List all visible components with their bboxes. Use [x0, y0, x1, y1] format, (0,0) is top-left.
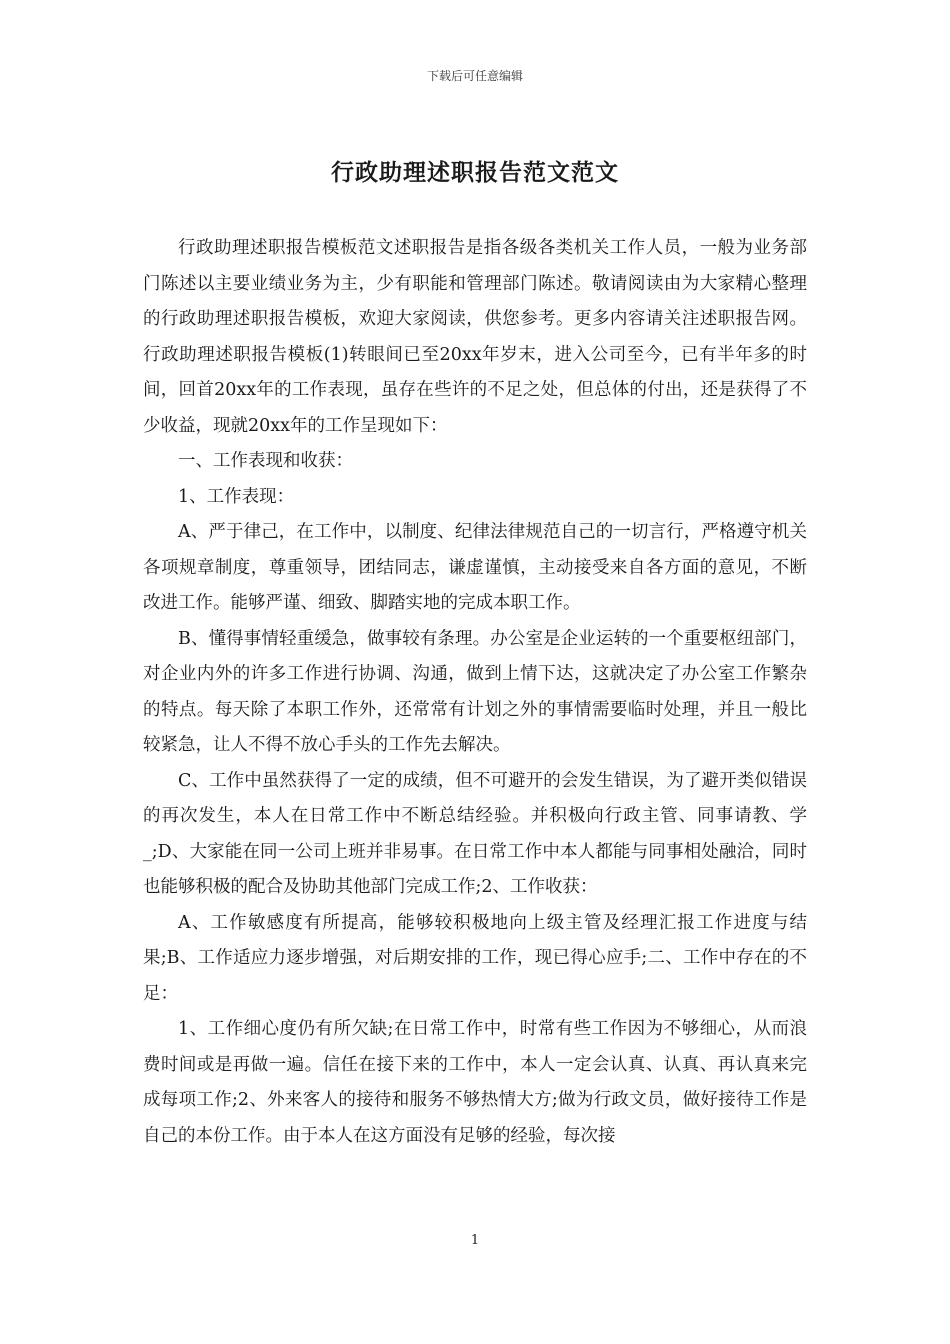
paragraph: 1、工作细心度仍有所欠缺;在日常工作中，时常有些工作因为不够细心，从而浪费时间或是再做一遍。信任在接下来的工作中，本人一定会认真、认真、再认真来完成每项工作;2、外来客人的接待和服务不够热情大方;做为行政文员，做好接待工作是自己的本份工作。由于本人在这方面没有足够的经验，每次接 — [143, 1019, 807, 1146]
subsection-heading: 1、工作表现： — [178, 486, 295, 507]
paragraph: A、工作敏感度有所提高，能够较积极地向上级主管及经理汇报工作进度与结果;B、工作适应力逐步增强，对后期安排的工作，现已得心应手;二、工作中存在的不足： — [143, 912, 807, 1004]
paragraph: B、懂得事情轻重缓急，做事较有条理。办公室是企业运转的一个重要枢纽部门，对企业内外的许多工作进行协调、沟通，做到上情下达，这就决定了办公室工作繁杂的特点。每天除了本职工作外，还常常有计划之外的事情需要临时处理，并且一般比较紧急，让人不得不放心手头的工作先去解决。 — [143, 628, 807, 755]
section-heading: 一、工作表现和收获： — [178, 451, 353, 471]
page-number: 1 — [470, 1233, 480, 1248]
document-body — [143, 231, 807, 1154]
document-title: 行政助理述职报告范文范文 — [331, 159, 619, 186]
page-header-note: 下载后可任意编辑 — [426, 69, 523, 83]
paragraph: A、严于律己，在工作中，以制度、纪律法律规范自己的一切言行，严格遵守机关各项规章制度，尊重领导，团结同志，谦虚谨慎，主动接受来自各方面的意见，不断改进工作。能够严谨、细致、脚踏实地的完成本职工作。 — [143, 522, 807, 613]
paragraph: 行政助理述职报告模板范文述职报告是指各级各类机关工作人员，一般为业务部门陈述以主要业绩业务为主，少有职能和管理部门陈述。敬请阅读由为大家精心整理的行政助理述职报告模板，欢迎大家阅读，供您参考。更多内容请关注述职报告网。行政助理述职报告模板(1)转眼间已至20xx年岁末，进入公司至今，已有半年多的时间，回首20xx年的工作表现，虽存在些许的不足之处，但总体的付出，还是获得了不少收益，现就20xx年的工作呈现如下： — [143, 238, 807, 436]
paragraph: C、工作中虽然获得了一定的成绩，但不可避开的会发生错误，为了避开类似错误的再次发生，本人在日常工作中不断总结经验。并积极向行政主管、同事请教、学_;D、大家能在同一公司上班并非易事。在日常工作中本人都能与同事相处融洽，同时也能够积极的配合及协助其他部门完成工作;2、工作收获： — [143, 770, 807, 897]
